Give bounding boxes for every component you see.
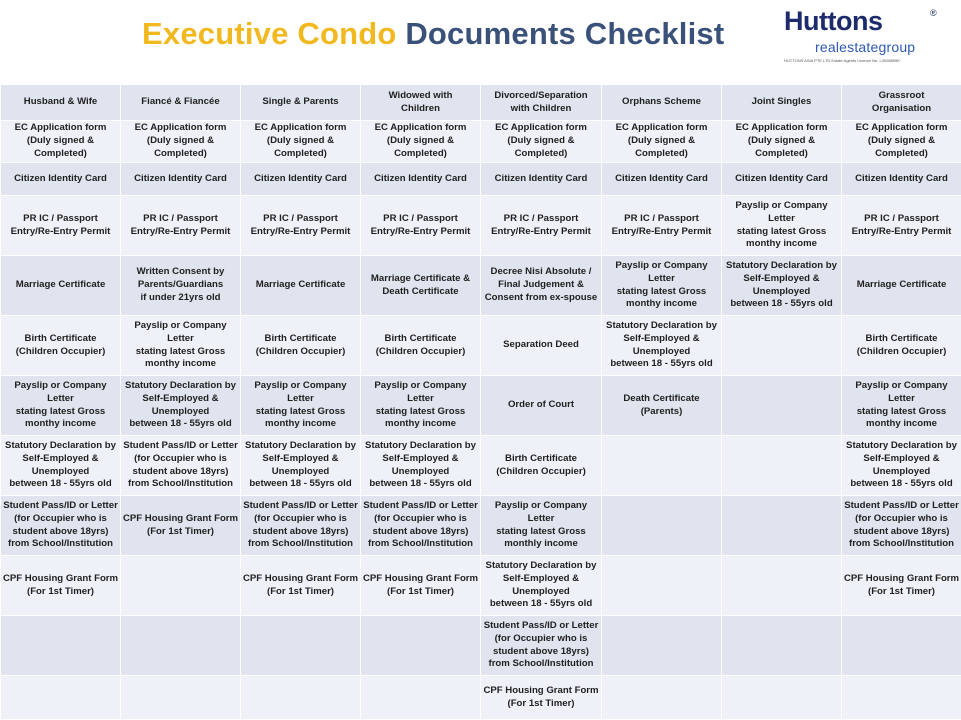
document-item: Payslip or Company Letter stating latest Gross monthy income [603,260,720,311]
table-cell [361,256,481,316]
logo-tagline: realestategroup [815,39,915,55]
document-item: Birth Certificate (Children Occupier) [482,453,600,479]
document-item: Birth Certificate (Children Occupier) [362,333,479,359]
table-cell [602,163,722,196]
document-item: EC Application form (Duly signed & Completed) [2,122,119,160]
document-item: Student Pass/ID or Letter (for Occupier who is student above 18yrs) from School/Institution [242,500,359,551]
documents-checklist-table [0,84,961,720]
table-cell [241,676,361,720]
document-item: CPF Housing Grant Form (For 1st Timer) [362,573,479,599]
table-cell [361,316,481,376]
table-cell [241,616,361,676]
table-row [1,163,961,196]
logo-registered-mark: ® [930,8,937,18]
document-item: EC Application form (Duly signed & Completed) [603,122,720,160]
document-item: CPF Housing Grant Form (For 1st Timer) [482,685,600,711]
table-cell [121,676,241,720]
title-part-2: Documents Checklist [405,16,724,51]
table-cell [241,163,361,196]
table-cell [1,496,121,556]
table-cell [842,496,961,556]
table-cell [1,256,121,316]
table-cell [842,376,961,436]
header [0,0,961,84]
document-item: Student Pass/ID or Letter (for Occupier who is student above 18yrs) from School/Institution [122,440,239,491]
table-cell [361,496,481,556]
document-item: Statutory Declaration by Self-Employed & Unemployed between 18 - 55yrs old [843,440,960,491]
table-cell [1,556,121,616]
table-cell [241,256,361,316]
table-row [1,256,961,316]
table-row [1,316,961,376]
table-cell [1,616,121,676]
table-cell [481,256,602,316]
table-cell [361,676,481,720]
document-item: PR IC / Passport Entry/Re-Entry Permit [2,213,119,239]
table-cell [241,496,361,556]
column-header-label: Divorced/Separation with Children [482,90,600,116]
table-cell [121,436,241,496]
table-cell [121,256,241,316]
table-cell [481,376,602,436]
table-cell [241,556,361,616]
table-cell [361,163,481,196]
document-item: Order of Court [482,399,600,412]
table-cell [481,196,602,256]
table-cell [722,616,842,676]
table-cell [361,376,481,436]
table-cell [722,163,842,196]
table-cell [481,436,602,496]
column-header-label: Orphans Scheme [603,96,720,109]
table-row [1,556,961,616]
document-item: Student Pass/ID or Letter (for Occupier who is student above 18yrs) from School/Institution [362,500,479,551]
table-cell [361,196,481,256]
document-item: PR IC / Passport Entry/Re-Entry Permit [362,213,479,239]
table-cell [722,556,842,616]
document-item: Citizen Identity Card [362,173,479,186]
document-item: Payslip or Company Letter stating latest Gross monthly income [482,500,600,551]
document-item: Citizen Identity Card [603,173,720,186]
document-item: Separation Deed [482,339,600,352]
document-item: Written Consent by Parents/Guardians if under 21yrs old [122,266,239,304]
huttons-logo [784,6,954,68]
table-cell [241,121,361,163]
table-cell [121,496,241,556]
document-item: Student Pass/ID or Letter (for Occupier who is student above 18yrs) from School/Institution [2,500,119,551]
document-item: Student Pass/ID or Letter (for Occupier who is student above 18yrs) from School/Institution [843,500,960,551]
document-item: Citizen Identity Card [482,173,600,186]
column-header-label: Widowed with Children [362,90,479,116]
table-cell [602,376,722,436]
table-cell [842,316,961,376]
document-item: Payslip or Company Letter stating latest Gross monthy income [242,380,359,431]
table-cell [121,616,241,676]
document-item: Citizen Identity Card [122,173,239,186]
table-cell [481,616,602,676]
table-cell [121,121,241,163]
table-cell [722,496,842,556]
table-cell [361,121,481,163]
document-item: Statutory Declaration by Self-Employed & Unemployed between 18 - 55yrs old [2,440,119,491]
table-cell [722,676,842,720]
table-cell [121,556,241,616]
table-cell [481,316,602,376]
document-item: PR IC / Passport Entry/Re-Entry Permit [843,213,960,239]
document-item: Birth Certificate (Children Occupier) [242,333,359,359]
document-item: Statutory Declaration by Self-Employed & Unemployed between 18 - 55yrs old [603,320,720,371]
document-item: PR IC / Passport Entry/Re-Entry Permit [122,213,239,239]
table-cell [722,376,842,436]
document-item: Citizen Identity Card [2,173,119,186]
column-header [842,85,961,121]
table-row [1,376,961,436]
document-item: Statutory Declaration by Self-Employed & Unemployed between 18 - 55yrs old [242,440,359,491]
document-item: EC Application form (Duly signed & Completed) [242,122,359,160]
table-cell [602,316,722,376]
table-cell [1,196,121,256]
table-cell [842,163,961,196]
table-cell [722,436,842,496]
table-cell [361,436,481,496]
document-item: Citizen Identity Card [723,173,840,186]
table-cell [602,556,722,616]
table-cell [481,163,602,196]
table-cell [241,436,361,496]
document-item: Decree Nisi Absolute / Final Judgement & Consent from ex-spouse [482,266,600,304]
column-header [602,85,722,121]
document-item: PR IC / Passport Entry/Re-Entry Permit [482,213,600,239]
document-item: Statutory Declaration by Self-Employed & Unemployed between 18 - 55yrs old [362,440,479,491]
table-cell [1,376,121,436]
document-item: Payslip or Company Letter stating latest Gross monthy income [362,380,479,431]
document-item: EC Application form (Duly signed & Completed) [723,122,840,160]
document-item: Payslip or Company Letter stating latest Gross monthy income [723,200,840,251]
table-cell [481,496,602,556]
table-cell [842,556,961,616]
column-header [481,85,602,121]
page-title [142,16,724,60]
document-item: PR IC / Passport Entry/Re-Entry Permit [603,213,720,239]
table-cell [602,676,722,720]
table-cell [602,616,722,676]
table-row [1,121,961,163]
table-row [1,196,961,256]
table-cell [722,196,842,256]
table-cell [842,256,961,316]
table-cell [1,121,121,163]
document-item: Payslip or Company Letter stating latest Gross monthy income [843,380,960,431]
document-item: EC Application form (Duly signed & Completed) [843,122,960,160]
column-header-label: Single & Parents [242,96,359,109]
document-item: Marriage Certificate [2,279,119,292]
table-cell [241,376,361,436]
document-item: Death Certificate (Parents) [603,393,720,419]
document-item: Birth Certificate (Children Occupier) [2,333,119,359]
document-item: EC Application form (Duly signed & Completed) [482,122,600,160]
table-cell [842,616,961,676]
document-item: CPF Housing Grant Form (For 1st Timer) [122,513,239,539]
document-item: Student Pass/ID or Letter (for Occupier who is student above 18yrs) from School/Institution [482,620,600,671]
table-cell [481,556,602,616]
table-cell [121,196,241,256]
logo-license: HUTTONS ASIA PTE LTD Estate Agents Licence No: L3008899K [784,58,900,63]
table-cell [842,436,961,496]
document-item: CPF Housing Grant Form (For 1st Timer) [242,573,359,599]
document-item: PR IC / Passport Entry/Re-Entry Permit [242,213,359,239]
column-header [121,85,241,121]
column-header-label: Joint Singles [723,96,840,109]
document-item: EC Application form (Duly signed & Completed) [362,122,479,160]
table-cell [842,196,961,256]
table-cell [481,121,602,163]
document-item: Statutory Declaration by Self-Employed & Unemployed between 18 - 55yrs old [122,380,239,431]
document-item: EC Application form (Duly signed & Completed) [122,122,239,160]
table-cell [722,121,842,163]
column-header [722,85,842,121]
column-header-label: Fiancé & Fiancée [122,96,239,109]
table-cell [602,121,722,163]
table-cell [722,316,842,376]
table-cell [361,616,481,676]
document-item: Marriage Certificate & Death Certificate [362,273,479,299]
table-cell [121,163,241,196]
table-cell [1,436,121,496]
table-header-row [1,85,961,121]
document-item: Marriage Certificate [242,279,359,292]
document-item: Statutory Declaration by Self-Employed & Unemployed between 18 - 55yrs old [723,260,840,311]
document-item: Payslip or Company Letter stating latest Gross monthy income [2,380,119,431]
document-item: Citizen Identity Card [242,173,359,186]
column-header [241,85,361,121]
table-cell [481,676,602,720]
table-row [1,496,961,556]
document-item: Citizen Identity Card [843,173,960,186]
table-row [1,616,961,676]
table-cell [1,316,121,376]
document-item: CPF Housing Grant Form (For 1st Timer) [843,573,960,599]
table-cell [241,196,361,256]
table-cell [121,316,241,376]
document-item: CPF Housing Grant Form (For 1st Timer) [2,573,119,599]
table-cell [121,376,241,436]
table-cell [842,121,961,163]
table-cell [722,256,842,316]
column-header [361,85,481,121]
table-cell [241,316,361,376]
table-body [1,121,961,720]
title-part-1: Executive Condo [142,16,397,51]
column-header-label: Husband & Wife [2,96,119,109]
table-cell [602,196,722,256]
column-header [1,85,121,121]
table-cell [1,163,121,196]
table-row [1,676,961,720]
table-cell [602,256,722,316]
document-item: Birth Certificate (Children Occupier) [843,333,960,359]
logo-name: Huttons [784,6,882,37]
table-cell [842,676,961,720]
table-row [1,436,961,496]
column-header-label: Grassroot Organisation [843,90,960,116]
table-cell [602,436,722,496]
table-cell [361,556,481,616]
table-cell [602,496,722,556]
table-cell [1,676,121,720]
document-item: Payslip or Company Letter stating latest Gross monthy income [122,320,239,371]
document-item: Marriage Certificate [843,279,960,292]
document-item: Statutory Declaration by Self-Employed & Unemployed between 18 - 55yrs old [482,560,600,611]
